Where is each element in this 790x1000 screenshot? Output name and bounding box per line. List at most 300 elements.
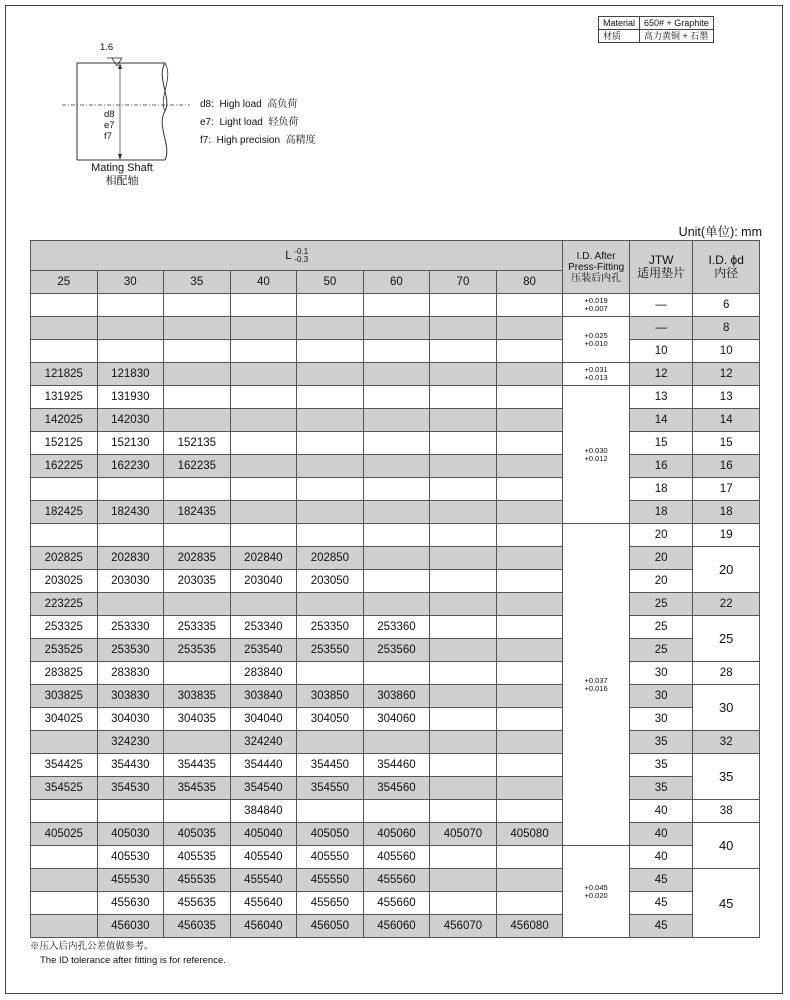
inner-diameter-cell: 10 [693, 340, 760, 363]
inner-diameter-cell: 14 [693, 409, 760, 432]
part-number-cell [297, 317, 364, 340]
inner-diameter-cell: 35 [693, 754, 760, 800]
jtw-line2: 适用垫片 [637, 266, 686, 280]
part-number-cell: 131925 [31, 386, 98, 409]
jtw-cell: 20 [629, 570, 693, 593]
table-row [31, 501, 760, 524]
part-number-cell: 354430 [97, 754, 164, 777]
id-tolerance-cell [563, 317, 630, 363]
part-number-cell: 304060 [363, 708, 430, 731]
jtw-cell: 45 [629, 892, 693, 915]
table-row [31, 915, 760, 938]
part-number-cell: 405535 [164, 846, 231, 869]
part-number-cell [430, 846, 497, 869]
inner-diameter-cell: 30 [693, 685, 760, 731]
part-number-cell [430, 294, 497, 317]
id-after-header [563, 241, 630, 294]
part-number-cell: 405540 [230, 846, 297, 869]
part-number-cell: 455630 [97, 892, 164, 915]
jtw-cell: — [629, 294, 693, 317]
roughness-value: 1.6 [100, 42, 114, 53]
legend-d8: d8: High load 高负荷 [200, 99, 298, 110]
shaft-caption [82, 162, 162, 188]
part-number-cell: 202840 [230, 547, 297, 570]
part-number-cell [496, 708, 563, 731]
part-number-cell [230, 455, 297, 478]
part-number-cell: 203025 [31, 570, 98, 593]
table-row [31, 754, 760, 777]
part-number-cell: 354540 [230, 777, 297, 800]
table-row [31, 685, 760, 708]
legend-e7: e7: Light load 轻负荷 [200, 117, 299, 128]
length-col-header: 70 [430, 271, 497, 294]
part-number-cell [430, 478, 497, 501]
part-number-cell: 142030 [97, 409, 164, 432]
part-number-cell [430, 685, 497, 708]
part-number-cell [363, 800, 430, 823]
inner-diameter-cell: 8 [693, 317, 760, 340]
part-number-cell: 456050 [297, 915, 364, 938]
part-number-cell: 283840 [230, 662, 297, 685]
jtw-cell: 13 [629, 386, 693, 409]
part-number-cell [363, 294, 430, 317]
part-number-cell: 162235 [164, 455, 231, 478]
part-number-cell [430, 317, 497, 340]
part-number-cell: 202825 [31, 547, 98, 570]
part-number-cell [97, 294, 164, 317]
length-symbol: L [285, 249, 292, 262]
id-tolerance-cell [563, 294, 630, 317]
part-number-cell [230, 432, 297, 455]
part-number-cell [230, 317, 297, 340]
part-number-cell: 202830 [97, 547, 164, 570]
unit-label: Unit(单位): mm [678, 225, 762, 239]
part-number-cell: 456060 [363, 915, 430, 938]
jtw-cell: 18 [629, 478, 693, 501]
part-number-cell [496, 294, 563, 317]
part-number-cell: 324230 [97, 731, 164, 754]
part-number-cell [430, 455, 497, 478]
part-number-cell [430, 593, 497, 616]
part-number-cell [430, 639, 497, 662]
length-tolerance [294, 248, 308, 264]
part-number-cell [164, 363, 231, 386]
inner-diameter-cell: 20 [693, 547, 760, 593]
id-line2: 内径 [714, 266, 739, 280]
part-number-cell: 455550 [297, 869, 364, 892]
part-number-cell [297, 800, 364, 823]
part-number-cell: 253360 [363, 616, 430, 639]
table-row [31, 869, 760, 892]
part-number-cell [230, 363, 297, 386]
part-number-cell: 324240 [230, 731, 297, 754]
length-header [31, 241, 563, 271]
part-number-cell [363, 547, 430, 570]
part-number-cell: 304040 [230, 708, 297, 731]
id-header [693, 241, 760, 294]
part-number-cell [31, 846, 98, 869]
part-number-cell [31, 317, 98, 340]
part-number-cell: 384840 [230, 800, 297, 823]
part-number-cell [31, 892, 98, 915]
table-row [31, 570, 760, 593]
part-number-cell: 304050 [297, 708, 364, 731]
part-number-cell: 182430 [97, 501, 164, 524]
part-number-cell [363, 386, 430, 409]
length-col-header: 50 [297, 271, 364, 294]
part-number-cell [430, 570, 497, 593]
part-number-cell [430, 892, 497, 915]
part-number-cell [496, 570, 563, 593]
fit-d8: d8 [104, 109, 115, 120]
jtw-cell: 30 [629, 685, 693, 708]
part-number-cell [164, 800, 231, 823]
part-number-cell [97, 478, 164, 501]
part-number-cell: 131930 [97, 386, 164, 409]
fit-e7: e7 [104, 120, 115, 131]
part-number-cell [230, 386, 297, 409]
jtw-cell: 10 [629, 340, 693, 363]
part-number-cell [164, 593, 231, 616]
id-after-line3: 压装后内孔 [571, 272, 622, 284]
id-line1: I.D. ϕd [708, 253, 744, 267]
length-col-header: 30 [97, 271, 164, 294]
part-number-cell: 455640 [230, 892, 297, 915]
jtw-cell: 40 [629, 800, 693, 823]
part-number-cell [430, 409, 497, 432]
part-number-cell [430, 616, 497, 639]
part-number-cell: 354435 [164, 754, 231, 777]
part-number-cell [363, 570, 430, 593]
part-number-cell [297, 386, 364, 409]
part-number-cell: 253560 [363, 639, 430, 662]
part-number-cell [297, 501, 364, 524]
part-number-cell [496, 455, 563, 478]
length-col-header: 60 [363, 271, 430, 294]
part-number-cell [496, 593, 563, 616]
id-tolerance-cell [563, 846, 630, 938]
material-label: Material [599, 17, 640, 30]
part-number-cell: 354425 [31, 754, 98, 777]
part-number-cell: 405030 [97, 823, 164, 846]
part-number-cell [496, 409, 563, 432]
jtw-cell: 35 [629, 754, 693, 777]
table-row [31, 639, 760, 662]
part-number-cell [496, 478, 563, 501]
part-number-cell [297, 340, 364, 363]
tolerance-upper: +0.045 [584, 882, 608, 892]
material-value-cn: 高力黄铜 + 石墨 [640, 30, 714, 43]
table-row [31, 386, 760, 409]
part-number-cell [297, 363, 364, 386]
part-number-cell [363, 317, 430, 340]
table-row [31, 800, 760, 823]
tolerance-lower: +0.007 [584, 304, 608, 313]
material-value: 650# + Graphite [640, 17, 714, 30]
part-number-cell: 142025 [31, 409, 98, 432]
tolerance-lower: +0.020 [584, 890, 608, 900]
part-number-cell [496, 892, 563, 915]
footnote-en: The ID tolerance after fitting is for reference. [40, 955, 226, 966]
part-number-cell: 456040 [230, 915, 297, 938]
jtw-cell: 45 [629, 869, 693, 892]
bushing-size-table [30, 240, 760, 938]
tolerance-upper: +0.025 [584, 330, 608, 340]
part-number-cell [31, 731, 98, 754]
jtw-cell: 20 [629, 547, 693, 570]
part-number-cell [496, 777, 563, 800]
inner-diameter-cell: 22 [693, 593, 760, 616]
part-number-cell: 354525 [31, 777, 98, 800]
part-number-cell: 162230 [97, 455, 164, 478]
part-number-cell [430, 800, 497, 823]
table-row [31, 708, 760, 731]
part-number-cell [97, 317, 164, 340]
part-number-cell [496, 662, 563, 685]
table-row [31, 455, 760, 478]
jtw-line1: JTW [648, 253, 674, 267]
part-number-cell [363, 409, 430, 432]
part-number-cell: 405560 [363, 846, 430, 869]
part-number-cell [496, 340, 563, 363]
part-number-cell [164, 662, 231, 685]
part-number-cell: 162225 [31, 455, 98, 478]
part-number-cell [230, 501, 297, 524]
part-number-cell [297, 478, 364, 501]
part-number-cell [164, 478, 231, 501]
shaft-caption-cn: 相配轴 [105, 175, 139, 187]
shaft-caption-en: Mating Shaft [91, 162, 153, 174]
part-number-cell [297, 455, 364, 478]
table-row [31, 409, 760, 432]
part-number-cell [363, 662, 430, 685]
part-number-cell: 354440 [230, 754, 297, 777]
table-row [31, 363, 760, 386]
tolerance-upper: +0.031 [584, 365, 608, 374]
table-row [31, 524, 760, 547]
length-col-header: 35 [164, 271, 231, 294]
part-number-cell: 455560 [363, 869, 430, 892]
part-number-cell: 253535 [164, 639, 231, 662]
part-number-cell: 304025 [31, 708, 98, 731]
part-number-cell [496, 386, 563, 409]
part-number-cell [430, 432, 497, 455]
part-number-cell: 203030 [97, 570, 164, 593]
part-number-cell: 405040 [230, 823, 297, 846]
part-number-cell: 203050 [297, 570, 364, 593]
part-number-cell [496, 432, 563, 455]
jtw-cell: — [629, 317, 693, 340]
part-number-cell [31, 800, 98, 823]
part-number-cell: 303850 [297, 685, 364, 708]
legend-f7: f7: High precision 高精度 [200, 135, 316, 146]
table-row [31, 846, 760, 869]
part-number-cell [363, 340, 430, 363]
part-number-cell: 121825 [31, 363, 98, 386]
part-number-cell: 456035 [164, 915, 231, 938]
inner-diameter-cell: 12 [693, 363, 760, 386]
jtw-cell: 30 [629, 662, 693, 685]
part-number-cell: 405530 [97, 846, 164, 869]
table-row [31, 777, 760, 800]
part-number-cell [31, 294, 98, 317]
part-number-cell [363, 432, 430, 455]
jtw-cell: 40 [629, 846, 693, 869]
fit-f7: f7 [104, 131, 112, 142]
part-number-cell [430, 662, 497, 685]
part-number-cell: 203035 [164, 570, 231, 593]
part-number-cell [230, 478, 297, 501]
id-after-line2: Press-Fitting [568, 261, 625, 273]
part-number-cell: 354450 [297, 754, 364, 777]
part-number-cell: 182425 [31, 501, 98, 524]
jtw-cell: 35 [629, 731, 693, 754]
part-number-cell: 202850 [297, 547, 364, 570]
inner-diameter-cell: 38 [693, 800, 760, 823]
part-number-cell: 253530 [97, 639, 164, 662]
part-number-cell [430, 869, 497, 892]
part-number-cell [363, 363, 430, 386]
part-number-cell: 455650 [297, 892, 364, 915]
tolerance-lower: +0.012 [584, 453, 608, 463]
part-number-cell [164, 317, 231, 340]
jtw-cell: 15 [629, 432, 693, 455]
part-number-cell [164, 340, 231, 363]
jtw-cell: 12 [629, 363, 693, 386]
part-number-cell [297, 731, 364, 754]
table-row [31, 731, 760, 754]
part-number-cell [164, 294, 231, 317]
part-number-cell [230, 524, 297, 547]
part-number-cell: 455660 [363, 892, 430, 915]
part-number-cell: 303860 [363, 685, 430, 708]
jtw-cell: 40 [629, 823, 693, 846]
part-number-cell [164, 386, 231, 409]
part-number-cell [97, 340, 164, 363]
tolerance-lower: +0.010 [584, 338, 608, 348]
part-number-cell: 405070 [430, 823, 497, 846]
part-number-cell [230, 340, 297, 363]
inner-diameter-cell: 6 [693, 294, 760, 317]
part-number-cell [496, 547, 563, 570]
jtw-cell: 20 [629, 524, 693, 547]
part-number-cell: 303835 [164, 685, 231, 708]
part-number-cell: 253330 [97, 616, 164, 639]
part-number-cell [97, 593, 164, 616]
part-number-cell [363, 501, 430, 524]
tolerance-upper: +0.030 [584, 445, 608, 455]
part-number-cell [164, 409, 231, 432]
jtw-header [629, 241, 693, 294]
part-number-cell [31, 478, 98, 501]
table-row [31, 478, 760, 501]
length-tol-upper: -0.1 [294, 246, 309, 256]
part-number-cell [430, 386, 497, 409]
length-tol-lower: -0.3 [294, 254, 309, 264]
id-after-line1: I.D. After [576, 250, 616, 262]
part-number-cell [297, 524, 364, 547]
part-number-cell: 253325 [31, 616, 98, 639]
table-row [31, 294, 760, 317]
part-number-cell: 253540 [230, 639, 297, 662]
part-number-cell: 203040 [230, 570, 297, 593]
part-number-cell: 405550 [297, 846, 364, 869]
table-row [31, 662, 760, 685]
part-number-cell [164, 731, 231, 754]
id-tolerance-cell [563, 524, 630, 846]
part-number-cell [430, 731, 497, 754]
part-number-cell [297, 593, 364, 616]
part-number-cell: 303830 [97, 685, 164, 708]
part-number-cell [430, 501, 497, 524]
part-number-cell: 405035 [164, 823, 231, 846]
inner-diameter-cell: 25 [693, 616, 760, 662]
part-number-cell [430, 363, 497, 386]
part-number-cell: 405060 [363, 823, 430, 846]
inner-diameter-cell: 13 [693, 386, 760, 409]
footnote-cn: ※压入后内孔公差值做参考。 [30, 941, 154, 952]
inner-diameter-cell: 18 [693, 501, 760, 524]
jtw-cell: 35 [629, 777, 693, 800]
table-row [31, 340, 760, 363]
inner-diameter-cell: 28 [693, 662, 760, 685]
length-col-header: 40 [230, 271, 297, 294]
id-tolerance-cell [563, 386, 630, 524]
part-number-cell: 304030 [97, 708, 164, 731]
part-number-cell: 283825 [31, 662, 98, 685]
part-number-cell [31, 340, 98, 363]
part-number-cell: 303825 [31, 685, 98, 708]
part-number-cell: 253525 [31, 639, 98, 662]
part-number-cell [496, 524, 563, 547]
tolerance-lower: +0.016 [584, 683, 608, 693]
jtw-cell: 18 [629, 501, 693, 524]
tolerance-upper: +0.019 [584, 296, 608, 305]
part-number-cell [496, 685, 563, 708]
tolerance-upper: +0.037 [584, 675, 608, 685]
part-number-cell [363, 478, 430, 501]
part-number-cell: 152130 [97, 432, 164, 455]
length-col-header: 25 [31, 271, 98, 294]
length-col-header: 80 [496, 271, 563, 294]
part-number-cell [496, 800, 563, 823]
tolerance-lower: +0.013 [584, 373, 608, 382]
part-number-cell [297, 409, 364, 432]
part-number-cell: 456030 [97, 915, 164, 938]
part-number-cell: 152125 [31, 432, 98, 455]
part-number-cell [297, 432, 364, 455]
part-number-cell [496, 616, 563, 639]
part-number-cell: 405025 [31, 823, 98, 846]
inner-diameter-cell: 40 [693, 823, 760, 869]
id-tolerance-cell [563, 363, 630, 386]
part-number-cell [430, 708, 497, 731]
part-number-cell [430, 524, 497, 547]
part-number-cell: 253350 [297, 616, 364, 639]
part-number-cell [496, 754, 563, 777]
part-number-cell: 455535 [164, 869, 231, 892]
table-row [31, 892, 760, 915]
jtw-cell: 16 [629, 455, 693, 478]
part-number-cell [230, 409, 297, 432]
part-number-cell: 121830 [97, 363, 164, 386]
part-number-cell [496, 317, 563, 340]
part-number-cell: 405050 [297, 823, 364, 846]
part-number-cell [363, 593, 430, 616]
part-number-cell [97, 524, 164, 547]
part-number-cell [230, 593, 297, 616]
part-number-cell: 354535 [164, 777, 231, 800]
